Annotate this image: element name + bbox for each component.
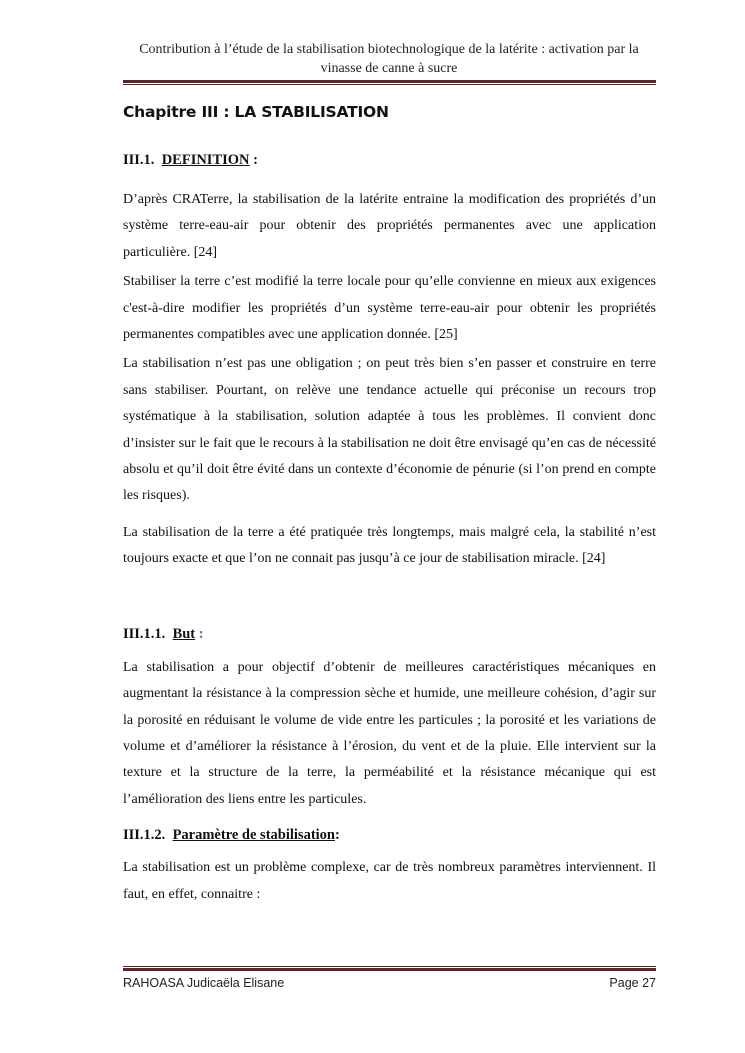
section-suffix: : [249,152,258,168]
section-heading-parametre [123,827,656,844]
paragraph: La stabilisation n’est pas une obligation ; on peut très bien s’en passer et construire en terre sans stabiliser. Pourtant, on relève une tendance actuelle qui préconise un recours trop systématique à la stabilisation, solution adaptée à tous les problèmes. Il convient donc d’insister sur le fait que le recours à la stabilisation ne doit être envisagé qu’en cas de nécessité absolu et qu’il doit être évité dans un contexte d’économie de pénurie (si l’on prend en compte les risques). [123,356,656,504]
header-rule [123,80,656,85]
footer-page-number: Page 27 [609,976,656,990]
page-body [123,100,656,908]
section-number: III.1.2. [123,827,166,844]
running-header: Contribution à l’étude de la stabilisation biotechnologique de la latérite : activation par la vinasse de canne à sucre [139,42,639,76]
section-suffix: : [335,827,340,844]
chapter-title: Chapitre III : LA STABILISATION [123,103,389,121]
section-number: III.1. [123,152,155,168]
paragraph: La stabilisation est un problème complexe, car de très nombreux paramètres interviennent. Il faut, en effet, connaitre : [123,860,656,902]
section-heading-but [123,626,656,643]
paragraph: La stabilisation a pour objectif d’obtenir de meilleures caractéristiques mécaniques en augmentant la résistance à la compression sèche et humide, une meilleure cohésion, d’agir sur la porosité en réduisant le volume de vide entre les particules ; la porosité et les variations de volume et d’améliorer la résistance à l’érosion, du vent et de la pluie. Elle intervient sur la texture et la structure de la terre, la perméabilité et la résistance mécanique qui est l’amélioration des liens entre les particules. [123,659,656,807]
section-number: III.1.1. [123,625,166,642]
paragraph: Stabiliser la terre c’est modifié la terre locale pour qu’elle convienne en mieux aux exigences c'est-à-dire modifier les propriétés d’un système terre-eau-air pour obtenir les propriétés permanentes compatibles avec une application donnée. [25] [123,274,656,343]
footer-author: RAHOASA Judicaëla Elisane [123,976,285,990]
footer-rule [123,966,656,971]
section-title: But [172,625,196,642]
section-title: Paramètre de stabilisation [172,827,335,844]
section-title: DEFINITION [161,152,250,168]
section-suffix: : [195,625,204,642]
paragraph: D’après CRATerre, la stabilisation de la latérite entraine la modification des propriétés d’un système terre-eau-air pour obtenir des propriétés permanentes avec une application particulière. [24] [123,192,656,260]
section-heading-definition [123,152,656,169]
paragraph: La stabilisation de la terre a été pratiquée très longtemps, mais malgré cela, la stabilité n’est toujours exacte et que l’on ne connait pas jusqu’à ce jour de stabilisation miracle. [24] [123,524,656,567]
